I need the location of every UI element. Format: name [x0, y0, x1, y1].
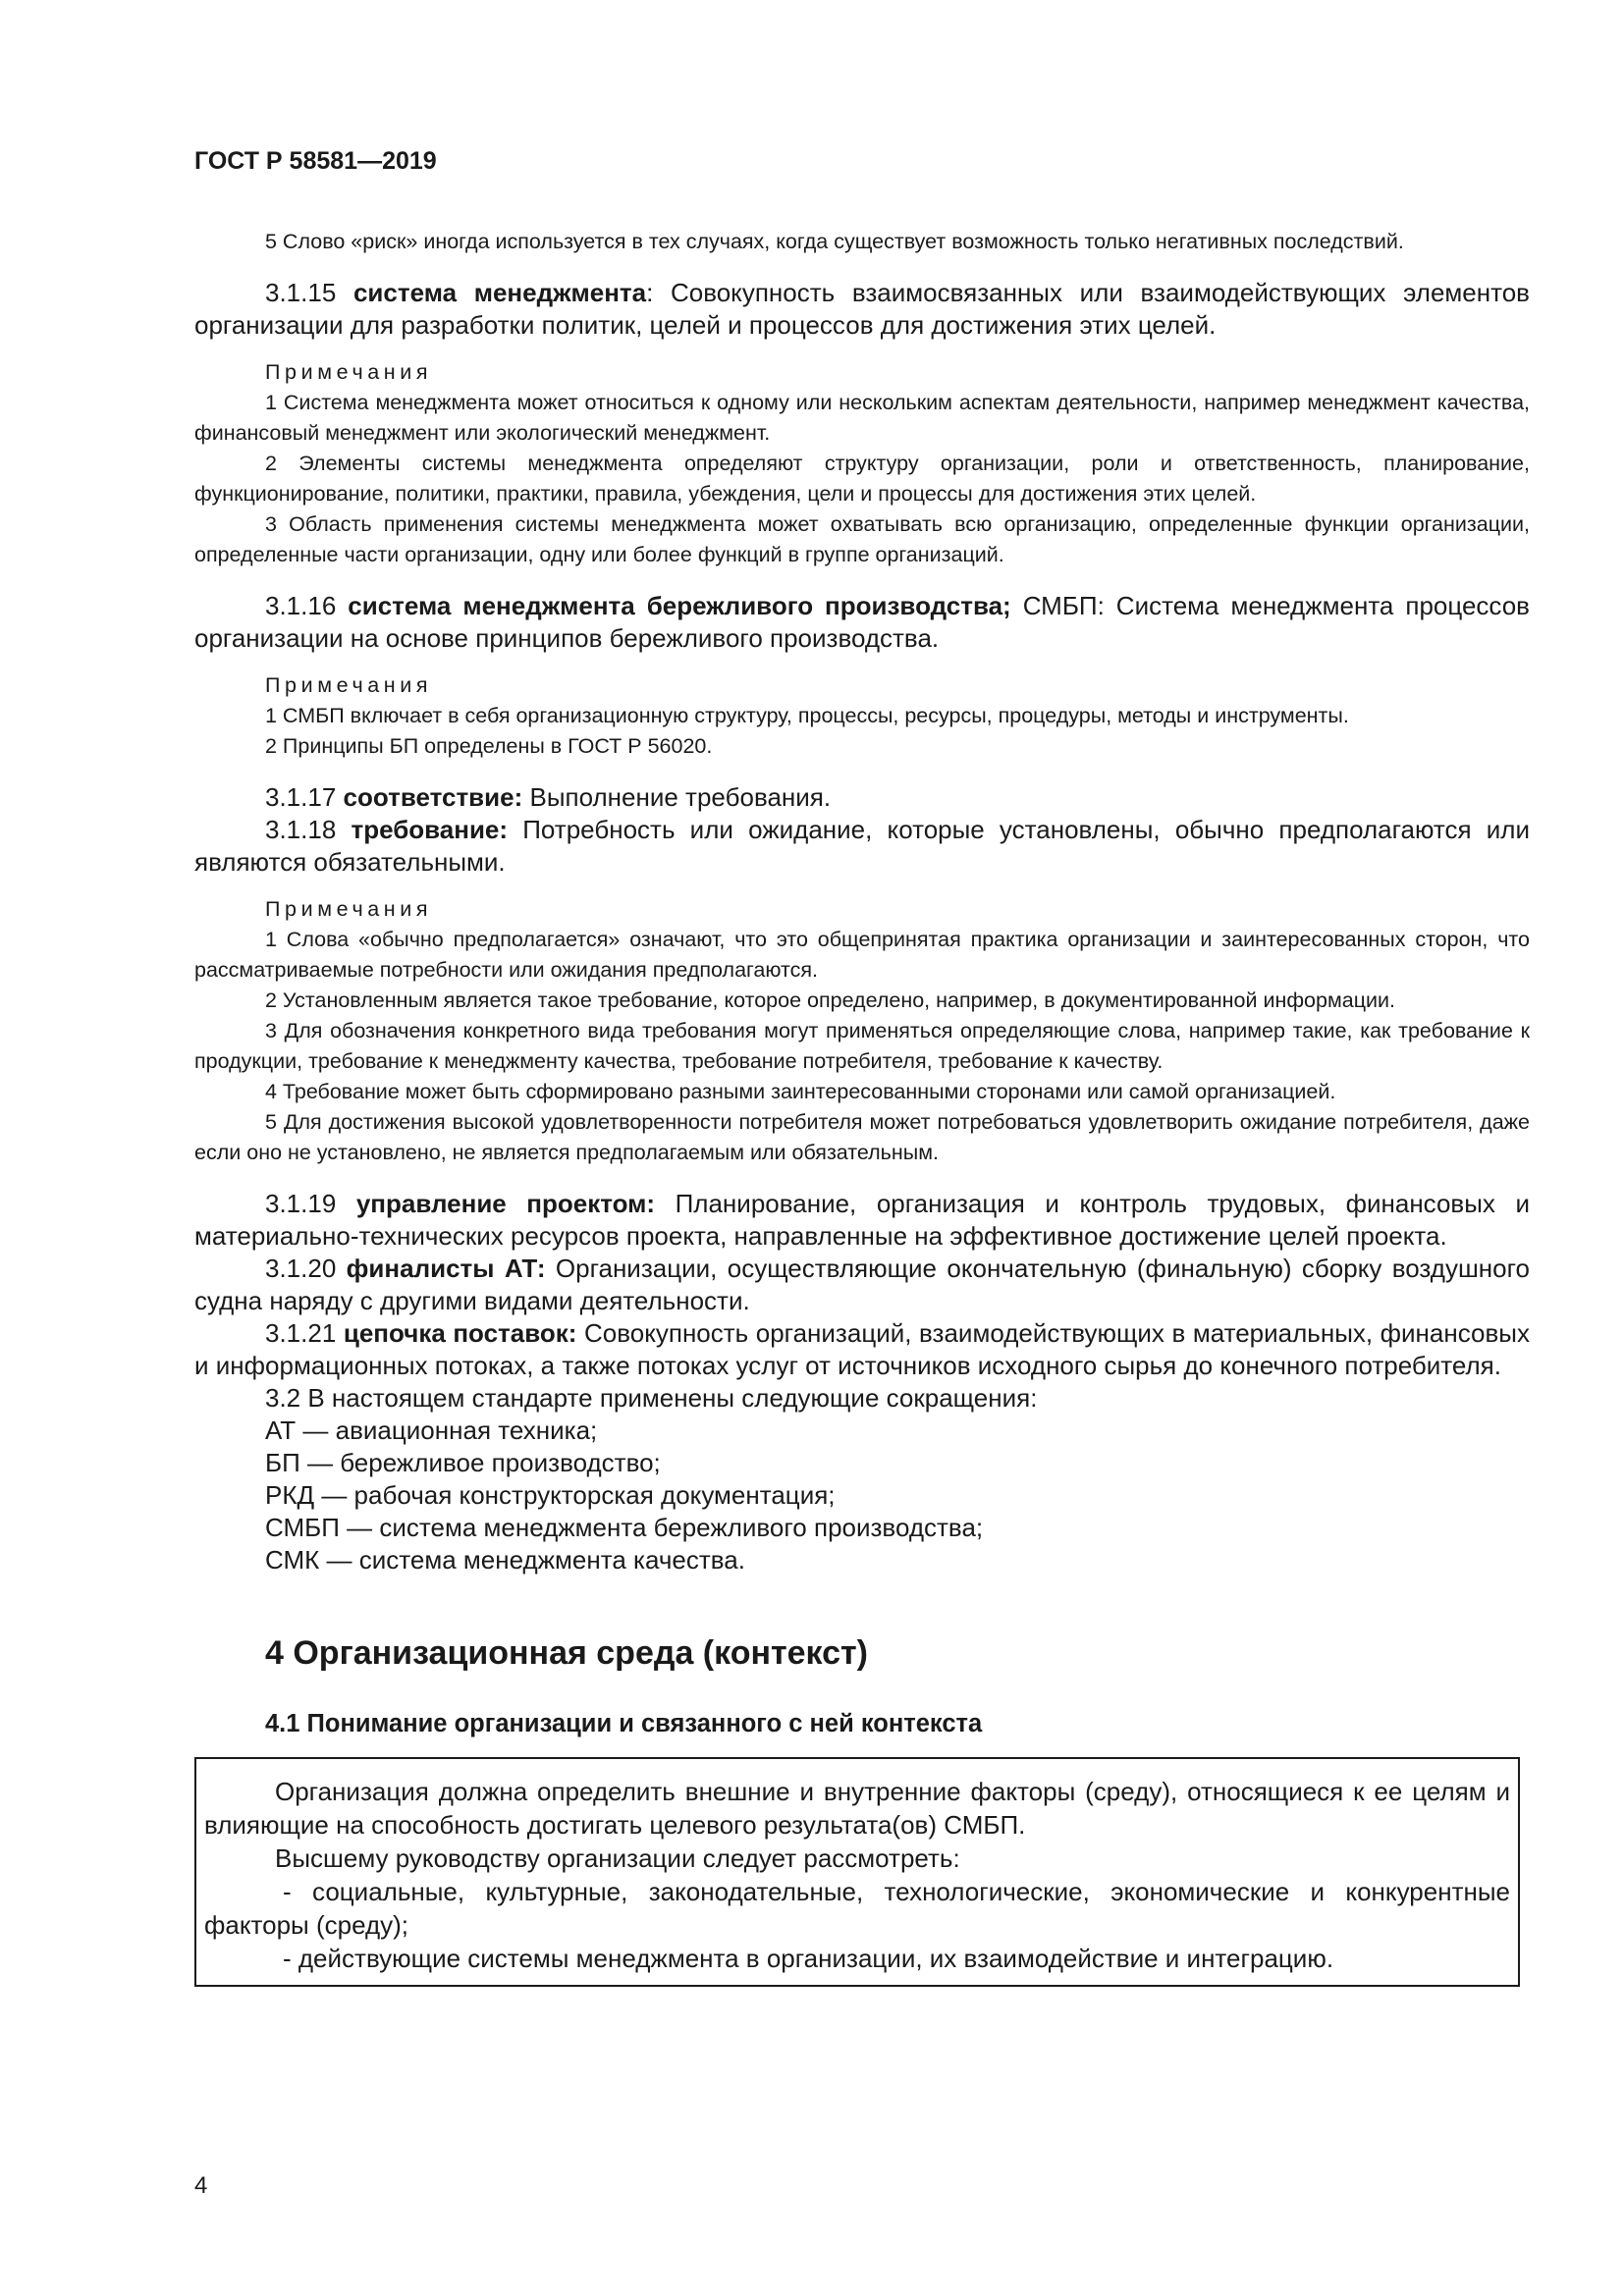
abbreviation-item: СМБП — система менеджмента бережливого производства; [265, 1513, 984, 1542]
term-3-1-16 [194, 590, 1530, 655]
notes-heading: Примечания [265, 673, 433, 697]
term-definition: Планирование, организация и контроль трудовых, финансовых и материально-технических ресурсов проекта, направленные на эффективное достижение целей проекта. [194, 1189, 1530, 1251]
subsection-4-1-title: 4.1 Понимание организации и связанного с ней контекста [265, 1710, 983, 1737]
term-number: 3.1.16 [265, 591, 337, 620]
notes-heading: Примечания [265, 897, 433, 921]
box-list-item: - социальные, культурные, законодательные, технологические, экономические и конкурентные факторы (среду); [204, 1877, 1510, 1940]
term-3-1-21 [194, 1317, 1530, 1382]
document-page [194, 147, 1530, 1987]
term-number: 3.1.21 [265, 1318, 337, 1348]
term-number: 3.1.15 [265, 278, 337, 307]
term-number: 3.1.19 [265, 1189, 337, 1218]
note-item: 2 Установленным является такое требование, которое определено, например, в документированной информации. [265, 988, 1395, 1012]
term-definition: Потребность или ожидание, которые установлены, обычно предполагаются или являются обязательными. [194, 815, 1530, 877]
term-definition: СМБП: Система менеджмента процессов организации на основе принципов бережливого производства. [194, 591, 1530, 653]
term-name: управление проектом: [355, 1189, 656, 1218]
box-list-item: - действующие системы менеджмента в организации, их взаимодействие и интеграцию. [283, 1944, 1334, 1973]
term-definition: Организации, осуществляющие окончательную (финальную) сборку воздушного судна наряду с другими видами деятельности. [194, 1254, 1530, 1315]
box-paragraph: Высшему руководству организации следует рассмотреть: [275, 1843, 960, 1873]
note-item: 1 СМБП включает в себя организационную структуру, процессы, ресурсы, процедуры, методы и инструменты. [265, 704, 1349, 727]
term-3-1-19 [194, 1188, 1530, 1253]
note-item: 5 Для достижения высокой удовлетворенности потребителя может потребоваться удовлетворить ожидание потребителя, даже если оно не установлено, не является предполагаемым или обязательным. [194, 1110, 1530, 1164]
page-number: 4 [194, 2172, 208, 2199]
term-definition: Совокупность организаций, взаимодействующих в материальных, финансовых и информационных потоках, а также потоках услуг от источников исходного сырья до конечного потребителя. [194, 1318, 1530, 1380]
term-number: 3.1.18 [265, 815, 337, 844]
term-number: 3.1.17 [265, 782, 337, 812]
term-definition: Выполнение требования. [522, 782, 832, 812]
term-name: требование: [351, 815, 509, 844]
abbreviation-item: БП — бережливое производство; [265, 1448, 661, 1477]
term-3-1-15 [194, 277, 1530, 342]
document-header: ГОСТ Р 58581—2019 [194, 147, 437, 175]
note-item: 4 Требование может быть сформировано разными заинтересованными сторонами или самой организацией. [265, 1080, 1336, 1103]
term-3-1-17 [194, 781, 1530, 814]
note-item: 3 Область применения системы менеджмента может охватывать всю организацию, определенные функции организации, определенные части организации, одну или более функций в группе организаций. [194, 512, 1530, 566]
term-number: 3.1.20 [265, 1254, 337, 1283]
term-name: соответствие: [343, 782, 523, 812]
framed-requirement-box [194, 1757, 1520, 1987]
section-4-title: 4 Организационная среда (контекст) [265, 1634, 869, 1672]
term-name: система менеджмента бережливого производства; [348, 591, 1011, 620]
note-item: 2 Принципы БП определены в ГОСТ Р 56020. [265, 734, 713, 758]
abbreviation-item: АТ — авиационная техника; [265, 1415, 598, 1445]
notes-heading: Примечания [265, 360, 433, 384]
abbreviation-item: РКД — рабочая конструкторская документация; [265, 1480, 836, 1510]
term-name: система менеджмента [352, 278, 647, 307]
note-item: 1 Система менеджмента может относиться к одному или нескольким аспектам деятельности, например менеджмент качества, финансовый менеджмент или экологический менеджмент. [194, 391, 1530, 445]
term-name: цепочка поставок: [343, 1318, 577, 1348]
note-item: 3 Для обозначения конкретного вида требования могут применяться определяющие слова, например такие, как требование к продукции, требование к менеджменту качества, требование потребителя, требование к качеству. [194, 1019, 1530, 1073]
note-item: 1 Слова «обычно предполагается» означают, что это общепринятая практика организации и заинтересованных сторон, что рассматриваемые потребности или ожидания предполагаются. [194, 928, 1530, 982]
term-3-1-18 [194, 814, 1530, 879]
note-risk: 5 Слово «риск» иногда используется в тех случаях, когда существует возможность только негативных последствий. [265, 230, 1404, 253]
term-name: финалисты АТ: [346, 1254, 546, 1283]
box-paragraph: Организация должна определить внешние и внутренние факторы (среду), относящиеся к ее целям и влияющие на способность достигать целевого результата(ов) СМБП. [204, 1777, 1510, 1840]
note-item: 2 Элементы системы менеджмента определяют структуру организации, роли и ответственность, планирование, функционирование, политики, практики, правила, убеждения, цели и процессы для достижения этих целей. [194, 452, 1530, 506]
abbreviation-item: СМК — система менеджмента качества. [265, 1545, 745, 1575]
term-3-1-20 [194, 1253, 1530, 1317]
term-definition: : Совокупность взаимосвязанных или взаимодействующих элементов организации для разработки политик, целей и процессов для достижения этих целей. [194, 278, 1530, 340]
abbreviations-intro: 3.2 В настоящем стандарте применены следующие сокращения: [265, 1383, 1038, 1413]
